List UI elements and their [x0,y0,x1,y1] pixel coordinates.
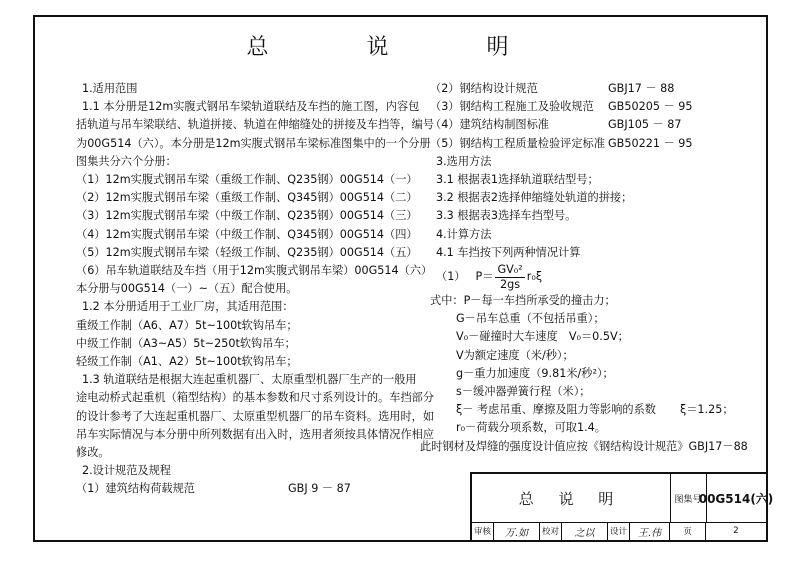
standard-item [76,480,351,498]
text-line: 本分册与00G514（一）~（五）配合使用。 [76,282,298,296]
check-label: 校对 [540,522,562,540]
text-line: 括轨道与吊车梁联结、轨道拼接、轨道在伸缩缝处的拼接及车挡等，编号 [76,118,435,132]
standard-item [430,98,692,116]
volume-item: （6）吊车轨道联结及车挡（用于12m实腹式钢吊车梁）00G514（六） [76,264,433,278]
method-item: 3.1 根据表1选择轨道联结型号； [436,173,599,187]
where-line: G－吊车总重（不包括吊重）； [456,312,605,326]
where-line: V₀－碰撞时大车速度 V₀＝0.5V； [456,330,629,344]
method-item: 3.2 根据表2选择伸缩缝处轨道的拼接； [436,191,633,205]
standard-name: （5）钢结构工程质量检验评定标准 [430,136,605,150]
text-line: 修改。 [76,446,110,460]
text-line: 的设计参考了大连起重机器厂、太原重型机器厂的吊车资料。选用时，如 [76,409,435,423]
title-block [470,472,774,540]
volume-item: （3）12m实腹式钢吊车梁（中级工作制、Q235钢）00G514（三） [76,209,418,223]
standard-item [430,80,674,98]
standard-name: （3）钢结构工程施工及验收规范 [430,100,594,114]
where-line: g－重力加速度（9.81米/秒²）； [456,366,614,380]
check-signature: 之以 [562,522,608,540]
section-4-heading: 4.计算方法 [436,227,492,241]
formula-lhs: P＝ [475,269,494,283]
section-1-heading: 1.适用范围 [82,82,138,95]
scope-item: 中级工作制（A3~A5）5t~250t软钩吊车； [76,336,296,350]
design-label: 设计 [608,522,630,540]
atlas-number-label: 图集号 [670,474,707,523]
formula-label: （1） [436,269,466,283]
text-line: 图集共分六个分册： [76,154,177,168]
review-signature: 万.如 [494,522,540,540]
standard-code: GBJ 9 － 87 [288,482,351,496]
where-line-xi [430,401,760,419]
text-line: 1.3 轨道联结是根据大连起重机器厂、太原重型机器厂生产的一般用 [82,373,417,387]
xi-description: ξ－ 考虑吊重、摩擦及阻力等影响的系数 [456,403,656,417]
where-line: 此时钢材及焊缝的强度设计值应按《钢结构设计规范》GBJ17－88 [420,439,748,453]
where-line: 式中：P－每一车挡所承受的撞击力； [430,294,616,308]
xi-value: ξ＝1.25； [680,403,734,417]
method-item: 3.3 根据表3选择车挡型号。 [436,209,577,223]
page-title: 总 说 明 [246,35,547,60]
standard-name: （2）钢结构设计规范 [430,82,538,95]
scope-item: 重级工作制（A6、A7）5t~100t软钩吊车； [76,318,298,332]
where-line: V为额定速度（米/秒）； [456,348,574,362]
section-2-heading: 2.设计规范及规程 [82,464,171,478]
where-line: s－缓冲器弹簧行程（米）； [456,385,591,399]
volume-item: （4）12m实腹式钢吊车梁（中级工作制、Q345钢）00G514（四） [76,227,418,241]
standard-code: GBJ17 － 88 [608,82,675,95]
text-line: 吊车实际情况与本分册中所列数据有出入时，选用者须按具体情况作相应 [76,427,435,441]
section-1-2-heading: 1.2 本分册适用于工业厂房，其适用范围： [82,300,294,314]
standard-code: GB50205 － 95 [608,100,693,114]
page-label: 页 [670,522,706,540]
standard-item [430,135,692,153]
left-column [76,80,436,499]
formula-denominator: 2gs [500,277,521,291]
formula-tail: r₀ξ [526,269,543,283]
design-signature: 王.伟 [630,522,670,540]
standard-item [430,116,682,134]
review-label: 审核 [472,522,494,540]
right-column [420,80,760,456]
page-number: 2 [733,526,739,536]
title-block-title: 总 说 明 [472,474,671,523]
standard-code: GBJ105 － 87 [608,118,682,132]
standard-name: （1）建筑结构荷载规范 [76,482,195,496]
section-3-heading: 3.选用方法 [436,154,492,168]
where-line: r₀－荷载分项系数，可取1.4。 [456,421,606,435]
text-line: 1.1 本分册是12m实腹式钢吊车梁轨道联结及车挡的施工图，内容包 [82,100,420,114]
text-line: 为00G514（六）。本分册是12m实腹式钢吊车梁标准图集中的一个分册 [76,136,431,150]
text-line: 途电动桥式起重机（箱型结构）的基本参数和尺寸系列设计的。车挡部分 [76,391,435,405]
formula-numerator: GV₀² [497,262,523,276]
text-line: 4.1 车挡按下列两种情况计算 [436,245,581,259]
volume-item: （2）12m实腹式钢吊车梁（重级工作制、Q345钢）00G514（二） [76,191,418,205]
standard-name: （4）建筑结构制图标准 [430,118,549,132]
standard-code: GB50221 － 95 [608,136,693,150]
atlas-number: 00G514(六) [706,474,766,523]
signature-row [472,522,766,540]
volume-item: （1）12m实腹式钢吊车梁（重级工作制、Q235钢）00G514（一） [76,173,418,187]
formula-fraction [495,263,524,292]
volume-item: （5）12m实腹式钢吊车梁（轻级工作制、Q235钢）00G514（五） [76,245,418,259]
scope-item: 轻级工作制（A1、A2）5t~100t软钩吊车； [76,355,298,369]
impact-force-formula [430,262,760,292]
